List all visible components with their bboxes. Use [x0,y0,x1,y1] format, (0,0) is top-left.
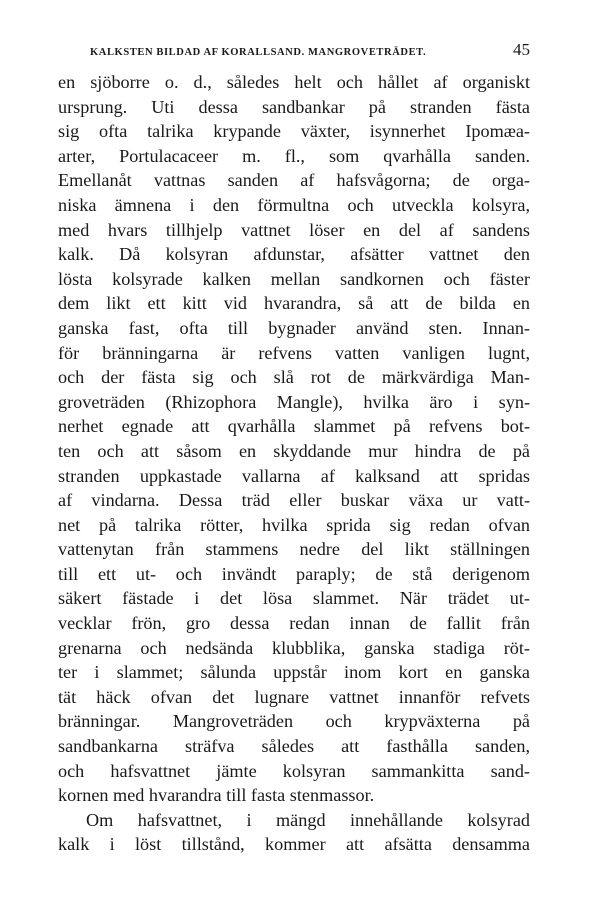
text-line: vattenytan från stammens nedre del likt ställningen [58,539,530,560]
text-line: Emellanåt vattnas sanden af hafsvågorna; de orga- [58,170,530,191]
text-line: ganska fast, ofta till bygnader använd sten. Innan- [58,317,530,338]
text-line: till ett ut- och invändt paraply; de stå derigenom [58,563,530,584]
text-line: kornen med hvarandra till fasta stenmassor. [58,785,375,806]
text-line: tät häck ofvan det lugnare vattnet innanför refvets [58,686,530,707]
text-line: och der fästa sig och slå rot de märkvärdiga Man- [58,367,530,388]
text-line: net på talrika rötter, hvilka sprida sig redan ofvan [58,514,530,535]
text-line: ten och att såsom en skyddande mur hindra de på [58,440,530,461]
book-page [58,40,530,857]
text-line: sandbankarna sträfva således att fasthålla sanden, [58,736,530,757]
text-line: kalk i löst tillstånd, kommer att afsätta densamma [58,834,530,855]
text-line: och hafsvattnet jämte kolsyran sammankitta sand- [58,760,530,781]
text-line: niska ämnena i den förmultna och utveckla kolsyra, [58,194,530,215]
text-line: nerhet egnade att qvarhålla slammet på refvens bot- [58,416,530,437]
page-number: 45 [513,40,530,59]
text-line: grenarna och nedsända klubblika, ganska stadiga röt- [58,637,530,658]
body-text [58,70,530,857]
text-line: ter i slammet; sålunda uppstår inom kort en ganska [58,662,530,683]
text-line: arter, Portulacaceer m. fl., som qvarhålla sanden. [58,145,530,166]
text-line: vecklar frön, gro dessa redan innan de fallit från [58,613,530,634]
text-line: dem likt ett kitt vid hvarandra, så att de bilda en [58,293,530,314]
text-line: lösta kolsyrade kalken mellan sandkornen och fäster [58,268,530,289]
text-line: bränningar. Mangroveträden och krypväxterna på [58,711,530,732]
text-line: af vindarna. Dessa träd eller buskar växa ur vatt- [58,490,530,511]
text-line: stranden uppkastade vallarna af kalksand att spridas [58,465,530,486]
text-line: för bränningarna är refvens vatten vanligen lugnt, [58,342,530,363]
text-line: Om hafsvattnet, i mängd innehållande kolsyrad [86,809,530,830]
text-line: säkert fästade i det lösa slammet. När trädet ut- [58,588,530,609]
text-line: med hvars tillhjelp vattnet löser en del af sandens [58,219,530,240]
text-line: ursprung. Uti dessa sandbankar på stranden fästa [58,96,530,117]
text-line: en sjöborre o. d., således helt och hållet af organiskt [58,72,530,92]
running-head: KALKSTEN BILDAD AF KORALLSAND. MANGROVETRÄDET. [90,47,427,58]
text-line: kalk. Då kolsyran afdunstar, afsätter vattnet den [58,244,530,265]
text-line: sig ofta talrika krypande växter, isynnerhet Ipomæa- [58,121,530,142]
page-header [58,40,530,62]
text-line: groveträden (Rhizophora Mangle), hvilka äro i syn- [58,391,530,412]
